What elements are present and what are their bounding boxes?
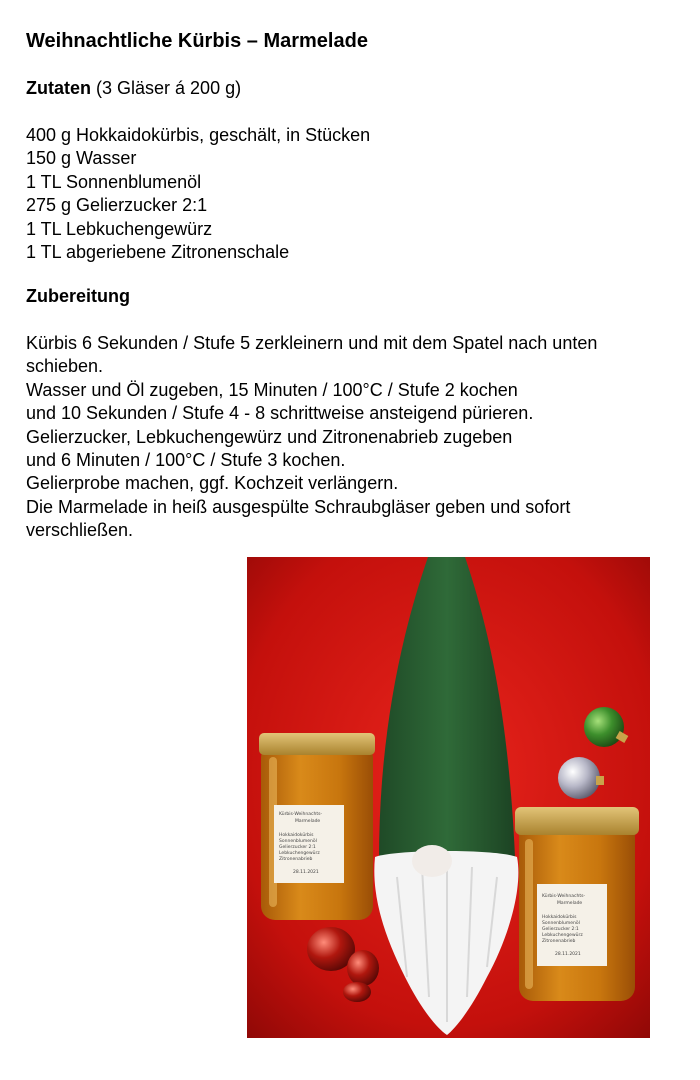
- svg-text:Marmelade: Marmelade: [295, 819, 321, 824]
- svg-text:Sonnenblumenöl: Sonnenblumenöl: [279, 839, 317, 844]
- ingredient-item: 400 g Hokkaidokürbis, geschält, in Stücken: [26, 125, 371, 145]
- svg-text:28.11.2021: 28.11.2021: [555, 952, 581, 957]
- jam-jar-right: [515, 807, 639, 1001]
- recipe-title: Weihnachtliche Kürbis – Marmelade: [26, 30, 368, 52]
- svg-text:Hokkaidokürbis: Hokkaidokürbis: [279, 833, 314, 838]
- svg-text:Kürbis-Weihnachts-: Kürbis-Weihnachts-: [542, 894, 586, 899]
- step-line: Die Marmelade in heiß ausgespülte Schraubgläser geben und sofort verschließen.: [26, 496, 571, 541]
- ingredient-item: 1 TL abgeriebene Zitronenschale: [26, 242, 290, 263]
- step-line: Gelierzucker, Lebkuchengewürz und Zitronenabrieb zugeben: [26, 426, 513, 447]
- ingredient-item: 275 g Gelierzucker 2:1: [26, 195, 208, 216]
- svg-text:Zitronenabrieb: Zitronenabrieb: [542, 939, 576, 944]
- jam-jar-left: [259, 733, 375, 920]
- svg-text:28.11.2021: 28.11.2021: [293, 870, 319, 875]
- silver-ornament: [558, 757, 600, 799]
- preparation-heading: Zubereitung: [26, 286, 130, 306]
- svg-text:Zitronenabrieb: Zitronenabrieb: [279, 857, 313, 862]
- svg-text:Marmelade: Marmelade: [557, 901, 583, 906]
- svg-text:Gelierzucker 2:1: Gelierzucker 2:1: [279, 845, 316, 850]
- ingredients-heading: Zutaten: [26, 78, 91, 98]
- step-line: Gelierprobe machen, ggf. Kochzeit verlängern.: [26, 473, 399, 494]
- ingredient-item: 1 TL Sonnenblumenöl: [26, 171, 202, 192]
- svg-text:Sonnenblumenöl: Sonnenblumenöl: [542, 921, 580, 926]
- green-ornament: [584, 707, 624, 747]
- preparation-heading-line: [26, 286, 130, 307]
- svg-text:Kürbis-Weihnachts-: Kürbis-Weihnachts-: [279, 812, 323, 817]
- step-line: Kürbis 6 Sekunden / Stufe 5 zerkleinern und mit dem Spatel nach unten schieben.: [26, 333, 598, 377]
- ingredients-heading-line: [26, 78, 241, 99]
- svg-text:Gelierzucker 2:1: Gelierzucker 2:1: [542, 927, 579, 932]
- photo-illustration: [247, 557, 650, 1038]
- step-line: und 6 Minuten / 100°C / Stufe 3 kochen.: [26, 450, 346, 471]
- recipe-photo: [247, 557, 650, 1038]
- ingredient-item: 150 g Wasser: [26, 148, 137, 169]
- ingredient-item: 1 TL Lebkuchengewürz: [26, 218, 213, 239]
- yield-note: (3 Gläser á 200 g): [96, 78, 242, 98]
- red-ornament-bottom: [343, 982, 371, 1002]
- svg-text:Lebkuchengewürz: Lebkuchengewürz: [542, 933, 583, 938]
- svg-text:Hokkaidokürbis: Hokkaidokürbis: [542, 915, 577, 920]
- step-line: und 10 Sekunden / Stufe 4 - 8 schrittweise ansteigend pürieren.: [26, 403, 534, 424]
- preparation-steps: [26, 332, 678, 543]
- red-ornament-small: [347, 950, 379, 986]
- svg-text:Lebkuchengewürz: Lebkuchengewürz: [279, 851, 320, 856]
- step-line: Wasser und Öl zugeben, 15 Minuten / 100°C / Stufe 2 kochen: [26, 379, 518, 400]
- gnome-nose: [412, 845, 452, 877]
- ingredients-list: [26, 124, 370, 264]
